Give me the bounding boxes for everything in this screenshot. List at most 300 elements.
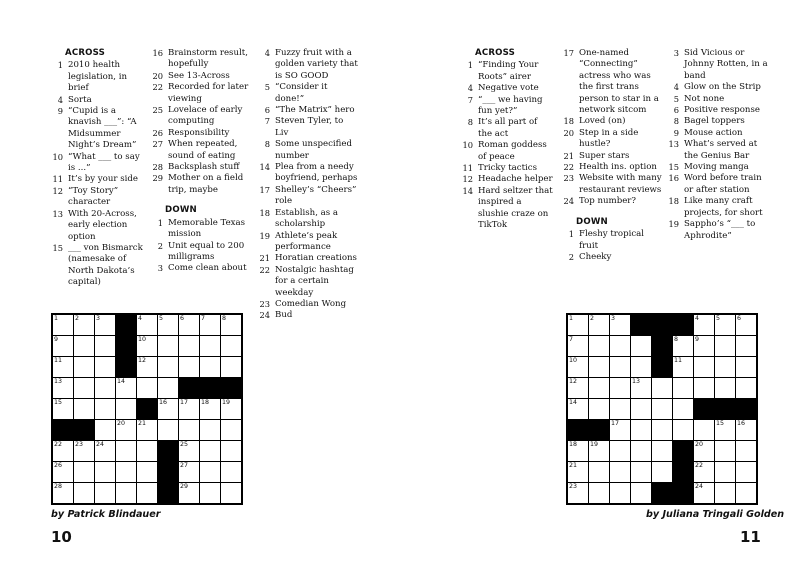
clue-number: 6 bbox=[673, 105, 679, 116]
grid-cell[interactable] bbox=[74, 441, 94, 461]
grid-cell[interactable] bbox=[116, 483, 136, 503]
grid-cell[interactable] bbox=[589, 441, 609, 461]
cell-number: 7 bbox=[201, 315, 206, 322]
clue-number: 4 bbox=[467, 83, 473, 94]
clue-number: 18 bbox=[668, 196, 679, 207]
clue-number: 11 bbox=[52, 174, 63, 185]
clue-text: Responsibility bbox=[168, 127, 230, 138]
clue-number: 9 bbox=[57, 106, 63, 117]
clue-item bbox=[152, 128, 252, 139]
black-square bbox=[652, 357, 672, 377]
cell-number: 18 bbox=[569, 441, 578, 448]
grid-cell[interactable] bbox=[221, 315, 241, 335]
grid-cell[interactable] bbox=[736, 315, 756, 335]
clue-item bbox=[259, 265, 359, 299]
grid-cell[interactable] bbox=[137, 336, 157, 356]
clue-text: Word before train or after station bbox=[684, 173, 762, 195]
cell-number: 9 bbox=[695, 336, 700, 343]
grid-cell[interactable] bbox=[568, 357, 588, 377]
clue-number: 6 bbox=[264, 105, 270, 116]
clue-text: Loved (on) bbox=[579, 116, 626, 127]
clue-number: 14 bbox=[259, 162, 270, 173]
grid-cell[interactable] bbox=[116, 441, 136, 461]
clue-item bbox=[259, 253, 359, 264]
grid-cell[interactable] bbox=[74, 483, 94, 503]
cell-number: 20 bbox=[117, 420, 126, 427]
clue-item bbox=[563, 229, 665, 252]
black-square bbox=[673, 483, 693, 503]
black-square bbox=[158, 483, 178, 503]
clue-text: Recorded for later viewing bbox=[168, 82, 249, 104]
clue-text: “___ we having fun yet?” bbox=[478, 94, 543, 117]
grid-cell[interactable] bbox=[116, 378, 136, 398]
clue-item bbox=[52, 60, 144, 94]
black-square bbox=[673, 315, 693, 335]
cell-number: 4 bbox=[138, 315, 143, 322]
clue-item bbox=[563, 48, 665, 116]
grid-cell[interactable] bbox=[158, 399, 178, 419]
clue-item bbox=[152, 48, 252, 71]
grid-cell[interactable] bbox=[631, 462, 651, 482]
grid-cell[interactable] bbox=[694, 441, 714, 461]
clue-number: 4 bbox=[264, 48, 270, 58]
grid-cell[interactable] bbox=[715, 315, 735, 335]
grid-cell[interactable] bbox=[200, 441, 220, 461]
grid-cell[interactable] bbox=[200, 336, 220, 356]
clue-number: 23 bbox=[259, 298, 270, 309]
cell-number: 27 bbox=[180, 462, 189, 469]
grid-cell[interactable] bbox=[179, 315, 199, 335]
clue-item bbox=[462, 95, 554, 118]
clue-text: Negative vote bbox=[478, 83, 539, 94]
clue-item bbox=[52, 243, 144, 289]
cell-number: 11 bbox=[674, 357, 683, 364]
cell-number: 9 bbox=[54, 336, 59, 343]
grid-cell[interactable] bbox=[137, 378, 157, 398]
grid-cell[interactable] bbox=[74, 336, 94, 356]
grid-cell[interactable] bbox=[53, 483, 73, 503]
cell-number: 5 bbox=[716, 315, 721, 322]
clue-item bbox=[668, 116, 772, 127]
grid-cell[interactable] bbox=[158, 315, 178, 335]
grid-cell[interactable] bbox=[137, 441, 157, 461]
clue-item bbox=[259, 208, 359, 231]
clue-item bbox=[668, 48, 772, 82]
grid-cell[interactable] bbox=[568, 315, 588, 335]
clue-number: 4 bbox=[57, 94, 63, 105]
grid-cell[interactable] bbox=[179, 357, 199, 377]
clue-number: 3 bbox=[673, 48, 679, 58]
grid-cell[interactable] bbox=[694, 336, 714, 356]
grid-cell[interactable] bbox=[221, 420, 241, 440]
clue-text: Come clean about bbox=[168, 263, 247, 274]
clue-item bbox=[259, 299, 359, 310]
grid-cell[interactable] bbox=[610, 315, 630, 335]
cell-number: 4 bbox=[695, 315, 700, 322]
clue-text: Horatian creations bbox=[275, 253, 357, 264]
grid-cell[interactable] bbox=[736, 357, 756, 377]
grid-cell[interactable] bbox=[53, 441, 73, 461]
clue-text: “Toy Story” character bbox=[68, 185, 119, 208]
clue-text: Cheeky bbox=[579, 251, 612, 262]
grid-cell[interactable] bbox=[610, 357, 630, 377]
clue-number: 2 bbox=[568, 251, 574, 262]
black-square bbox=[694, 399, 714, 419]
black-square bbox=[652, 336, 672, 356]
grid-cell[interactable] bbox=[589, 357, 609, 377]
clue-item bbox=[563, 196, 665, 207]
clue-item bbox=[462, 117, 554, 140]
grid-cell[interactable] bbox=[715, 483, 735, 503]
cell-number: 1 bbox=[569, 315, 574, 322]
grid-cell[interactable] bbox=[221, 399, 241, 419]
grid-cell[interactable] bbox=[137, 420, 157, 440]
clue-text: Bagel toppers bbox=[684, 116, 745, 127]
right-page-number: 11 bbox=[740, 528, 761, 546]
grid-cell[interactable] bbox=[589, 462, 609, 482]
grid-cell[interactable] bbox=[736, 483, 756, 503]
grid-cell[interactable] bbox=[736, 420, 756, 440]
clue-number: 13 bbox=[668, 139, 679, 150]
clue-number: 1 bbox=[157, 217, 163, 228]
grid-cell[interactable] bbox=[631, 357, 651, 377]
grid-cell[interactable] bbox=[179, 336, 199, 356]
clue-number: 13 bbox=[52, 208, 63, 219]
black-square bbox=[158, 462, 178, 482]
grid-cell[interactable] bbox=[137, 483, 157, 503]
grid-cell[interactable] bbox=[610, 378, 630, 398]
grid-cell[interactable] bbox=[221, 441, 241, 461]
grid-cell[interactable] bbox=[673, 357, 693, 377]
cell-number: 20 bbox=[695, 441, 704, 448]
grid-cell[interactable] bbox=[221, 336, 241, 356]
grid-cell[interactable] bbox=[221, 357, 241, 377]
clue-text: Some unspecified number bbox=[275, 139, 352, 161]
grid-cell[interactable] bbox=[116, 420, 136, 440]
cell-number: 24 bbox=[96, 441, 105, 448]
clue-text: Shelley’s “Cheers” role bbox=[275, 184, 357, 207]
clue-item bbox=[259, 310, 359, 321]
clue-item bbox=[668, 105, 772, 116]
grid-cell[interactable] bbox=[568, 441, 588, 461]
grid-cell[interactable] bbox=[589, 378, 609, 398]
grid-cell[interactable] bbox=[53, 399, 73, 419]
clue-text: Lovelace of early computing bbox=[168, 105, 243, 127]
grid-cell[interactable] bbox=[95, 357, 115, 377]
clue-number: 8 bbox=[467, 117, 473, 128]
cell-number: 5 bbox=[159, 315, 164, 322]
clue-text: “Cupid is a knavish ___”: “A Midsummer Night’s Dream” bbox=[68, 106, 137, 151]
clue-item bbox=[52, 186, 144, 209]
grid-cell[interactable] bbox=[715, 441, 735, 461]
grid-cell[interactable] bbox=[610, 462, 630, 482]
clue-number: 17 bbox=[259, 184, 270, 195]
clue-text: Moving manga bbox=[684, 162, 749, 173]
grid-cell[interactable] bbox=[736, 336, 756, 356]
grid-cell[interactable] bbox=[179, 399, 199, 419]
clue-text: Step in a side hustle? bbox=[579, 127, 639, 150]
clue-text: Establish, as a scholarship bbox=[275, 207, 339, 230]
clue-number: 25 bbox=[152, 105, 163, 116]
clue-text: Tricky tactics bbox=[478, 163, 538, 174]
grid-cell[interactable] bbox=[652, 420, 672, 440]
left-crossword-grid bbox=[51, 313, 243, 505]
grid-cell[interactable] bbox=[631, 336, 651, 356]
grid-cell[interactable] bbox=[53, 315, 73, 335]
grid-cell[interactable] bbox=[95, 336, 115, 356]
grid-cell[interactable] bbox=[568, 462, 588, 482]
grid-cell[interactable] bbox=[673, 399, 693, 419]
clue-number: 1 bbox=[467, 60, 473, 71]
cell-number: 19 bbox=[222, 399, 231, 406]
left-across-header: ACROSS bbox=[65, 48, 106, 58]
cell-number: 22 bbox=[54, 441, 63, 448]
grid-cell[interactable] bbox=[200, 420, 220, 440]
grid-cell[interactable] bbox=[694, 420, 714, 440]
cell-number: 13 bbox=[54, 378, 63, 385]
black-square bbox=[652, 315, 672, 335]
grid-cell[interactable] bbox=[736, 462, 756, 482]
clue-number: 29 bbox=[152, 173, 163, 184]
black-square bbox=[673, 441, 693, 461]
grid-cell[interactable] bbox=[694, 357, 714, 377]
clue-text: Bud bbox=[275, 310, 293, 321]
clue-number: 19 bbox=[259, 230, 270, 241]
grid-cell[interactable] bbox=[221, 462, 241, 482]
grid-cell[interactable] bbox=[53, 336, 73, 356]
grid-cell[interactable] bbox=[715, 336, 735, 356]
black-square bbox=[652, 483, 672, 503]
clue-number: 10 bbox=[462, 140, 473, 151]
grid-cell[interactable] bbox=[137, 357, 157, 377]
clue-number: 16 bbox=[668, 173, 679, 184]
grid-cell[interactable] bbox=[589, 315, 609, 335]
grid-cell[interactable] bbox=[694, 483, 714, 503]
grid-cell[interactable] bbox=[610, 420, 630, 440]
grid-cell[interactable] bbox=[53, 357, 73, 377]
black-square bbox=[673, 462, 693, 482]
grid-cell[interactable] bbox=[631, 441, 651, 461]
clue-item bbox=[152, 241, 252, 264]
grid-cell[interactable] bbox=[200, 462, 220, 482]
grid-cell[interactable] bbox=[116, 399, 136, 419]
clue-text: With 20-Across, early election option bbox=[68, 208, 137, 242]
black-square bbox=[116, 315, 136, 335]
clue-text: Sorta bbox=[68, 94, 92, 105]
black-square bbox=[568, 420, 588, 440]
grid-cell[interactable] bbox=[673, 378, 693, 398]
clue-text: 2010 health legislation, in brief bbox=[68, 60, 128, 94]
grid-cell[interactable] bbox=[200, 315, 220, 335]
clue-number: 8 bbox=[673, 116, 679, 127]
clue-text: Positive response bbox=[684, 105, 760, 116]
grid-cell[interactable] bbox=[736, 378, 756, 398]
grid-cell[interactable] bbox=[95, 399, 115, 419]
cell-number: 10 bbox=[569, 357, 578, 364]
black-square bbox=[631, 315, 651, 335]
clue-number: 5 bbox=[264, 82, 270, 93]
cell-number: 3 bbox=[611, 315, 616, 322]
cell-number: 22 bbox=[695, 462, 704, 469]
grid-cell[interactable] bbox=[652, 378, 672, 398]
grid-cell[interactable] bbox=[95, 378, 115, 398]
grid-cell[interactable] bbox=[673, 420, 693, 440]
grid-cell[interactable] bbox=[95, 462, 115, 482]
clue-item bbox=[259, 82, 359, 105]
grid-cell[interactable] bbox=[694, 315, 714, 335]
clue-item bbox=[259, 231, 359, 254]
black-square bbox=[179, 378, 199, 398]
clue-item bbox=[462, 83, 554, 94]
left-byline: by Patrick Blindauer bbox=[51, 509, 161, 520]
grid-cell[interactable] bbox=[652, 462, 672, 482]
grid-cell[interactable] bbox=[610, 336, 630, 356]
clue-number: 7 bbox=[264, 116, 270, 127]
grid-cell[interactable] bbox=[589, 399, 609, 419]
grid-cell[interactable] bbox=[652, 441, 672, 461]
grid-cell[interactable] bbox=[116, 462, 136, 482]
cell-number: 18 bbox=[201, 399, 210, 406]
grid-cell[interactable] bbox=[715, 357, 735, 377]
cell-number: 6 bbox=[180, 315, 185, 322]
grid-cell[interactable] bbox=[589, 336, 609, 356]
grid-cell[interactable] bbox=[652, 399, 672, 419]
grid-cell[interactable] bbox=[158, 336, 178, 356]
clue-item bbox=[259, 139, 359, 162]
grid-cell[interactable] bbox=[179, 441, 199, 461]
clue-item bbox=[52, 95, 144, 106]
clue-text: What’s served at the Genius Bar bbox=[684, 139, 758, 161]
clue-number: 18 bbox=[563, 116, 574, 127]
cell-number: 17 bbox=[180, 399, 189, 406]
clue-number: 12 bbox=[52, 185, 63, 196]
clue-item bbox=[563, 162, 665, 173]
grid-cell[interactable] bbox=[95, 420, 115, 440]
clue-item bbox=[563, 252, 665, 263]
grid-cell[interactable] bbox=[179, 420, 199, 440]
grid-cell[interactable] bbox=[715, 462, 735, 482]
grid-cell[interactable] bbox=[74, 378, 94, 398]
grid-cell[interactable] bbox=[158, 378, 178, 398]
black-square bbox=[116, 336, 136, 356]
clue-number: 11 bbox=[462, 163, 473, 174]
grid-cell[interactable] bbox=[715, 378, 735, 398]
grid-cell[interactable] bbox=[158, 357, 178, 377]
clue-item bbox=[563, 116, 665, 127]
grid-cell[interactable] bbox=[631, 399, 651, 419]
cell-number: 29 bbox=[180, 483, 189, 490]
grid-cell[interactable] bbox=[736, 441, 756, 461]
cell-number: 21 bbox=[138, 420, 147, 427]
grid-cell[interactable] bbox=[694, 378, 714, 398]
grid-cell[interactable] bbox=[221, 483, 241, 503]
black-square bbox=[221, 378, 241, 398]
black-square bbox=[589, 420, 609, 440]
clue-number: 10 bbox=[52, 151, 63, 162]
grid-cell[interactable] bbox=[74, 357, 94, 377]
clue-item bbox=[152, 139, 252, 162]
clue-text: “Finding Your Roots” airer bbox=[478, 60, 539, 82]
clue-number: 1 bbox=[57, 60, 63, 71]
grid-cell[interactable] bbox=[137, 315, 157, 335]
grid-cell[interactable] bbox=[610, 483, 630, 503]
grid-cell[interactable] bbox=[715, 420, 735, 440]
grid-cell[interactable] bbox=[200, 399, 220, 419]
grid-cell[interactable] bbox=[179, 483, 199, 503]
clue-number: 18 bbox=[259, 207, 270, 218]
grid-cell[interactable] bbox=[631, 483, 651, 503]
grid-cell[interactable] bbox=[631, 420, 651, 440]
grid-cell[interactable] bbox=[694, 462, 714, 482]
clue-item bbox=[563, 151, 665, 162]
clue-item bbox=[152, 263, 252, 274]
cell-number: 7 bbox=[569, 336, 574, 343]
clue-item bbox=[259, 162, 359, 185]
clue-item bbox=[259, 116, 359, 139]
grid-cell[interactable] bbox=[74, 315, 94, 335]
grid-cell[interactable] bbox=[95, 483, 115, 503]
clue-number: 5 bbox=[673, 93, 679, 104]
grid-cell[interactable] bbox=[568, 483, 588, 503]
grid-cell[interactable] bbox=[74, 462, 94, 482]
grid-cell[interactable] bbox=[568, 399, 588, 419]
right-page bbox=[405, 0, 810, 567]
grid-cell[interactable] bbox=[158, 420, 178, 440]
cell-number: 6 bbox=[737, 315, 742, 322]
clue-number: 23 bbox=[563, 173, 574, 184]
grid-cell[interactable] bbox=[610, 441, 630, 461]
clue-text: Health ins. option bbox=[579, 162, 657, 173]
clue-number: 24 bbox=[563, 196, 574, 207]
clue-number: 20 bbox=[152, 70, 163, 81]
grid-cell[interactable] bbox=[200, 483, 220, 503]
clue-number: 28 bbox=[152, 162, 163, 173]
grid-cell[interactable] bbox=[673, 336, 693, 356]
grid-cell[interactable] bbox=[137, 462, 157, 482]
right-down-header: DOWN bbox=[576, 216, 608, 227]
grid-cell[interactable] bbox=[179, 462, 199, 482]
clue-number: 12 bbox=[462, 174, 473, 185]
grid-cell[interactable] bbox=[200, 357, 220, 377]
clue-text: Glow on the Strip bbox=[684, 82, 761, 93]
clue-text: Mother on a field trip, maybe bbox=[168, 173, 244, 195]
cell-number: 16 bbox=[159, 399, 168, 406]
grid-cell[interactable] bbox=[589, 483, 609, 503]
grid-cell[interactable] bbox=[631, 378, 651, 398]
grid-cell[interactable] bbox=[53, 462, 73, 482]
clue-number: 22 bbox=[152, 82, 163, 93]
grid-cell[interactable] bbox=[53, 378, 73, 398]
clue-text: Mouse action bbox=[684, 127, 743, 138]
grid-cell[interactable] bbox=[610, 399, 630, 419]
clue-item bbox=[668, 128, 772, 139]
right-byline: by Juliana Tringali Golden bbox=[646, 509, 785, 520]
grid-cell[interactable] bbox=[95, 315, 115, 335]
black-square bbox=[715, 399, 735, 419]
grid-cell[interactable] bbox=[74, 399, 94, 419]
clue-item bbox=[52, 174, 144, 185]
black-square bbox=[74, 420, 94, 440]
grid-cell[interactable] bbox=[568, 336, 588, 356]
grid-cell[interactable] bbox=[568, 378, 588, 398]
clue-number: 15 bbox=[668, 162, 679, 173]
clue-item bbox=[52, 152, 144, 175]
cell-number: 11 bbox=[54, 357, 63, 364]
grid-cell[interactable] bbox=[95, 441, 115, 461]
cell-number: 3 bbox=[96, 315, 101, 322]
cell-number: 25 bbox=[180, 441, 189, 448]
clue-number: 2 bbox=[157, 240, 163, 251]
